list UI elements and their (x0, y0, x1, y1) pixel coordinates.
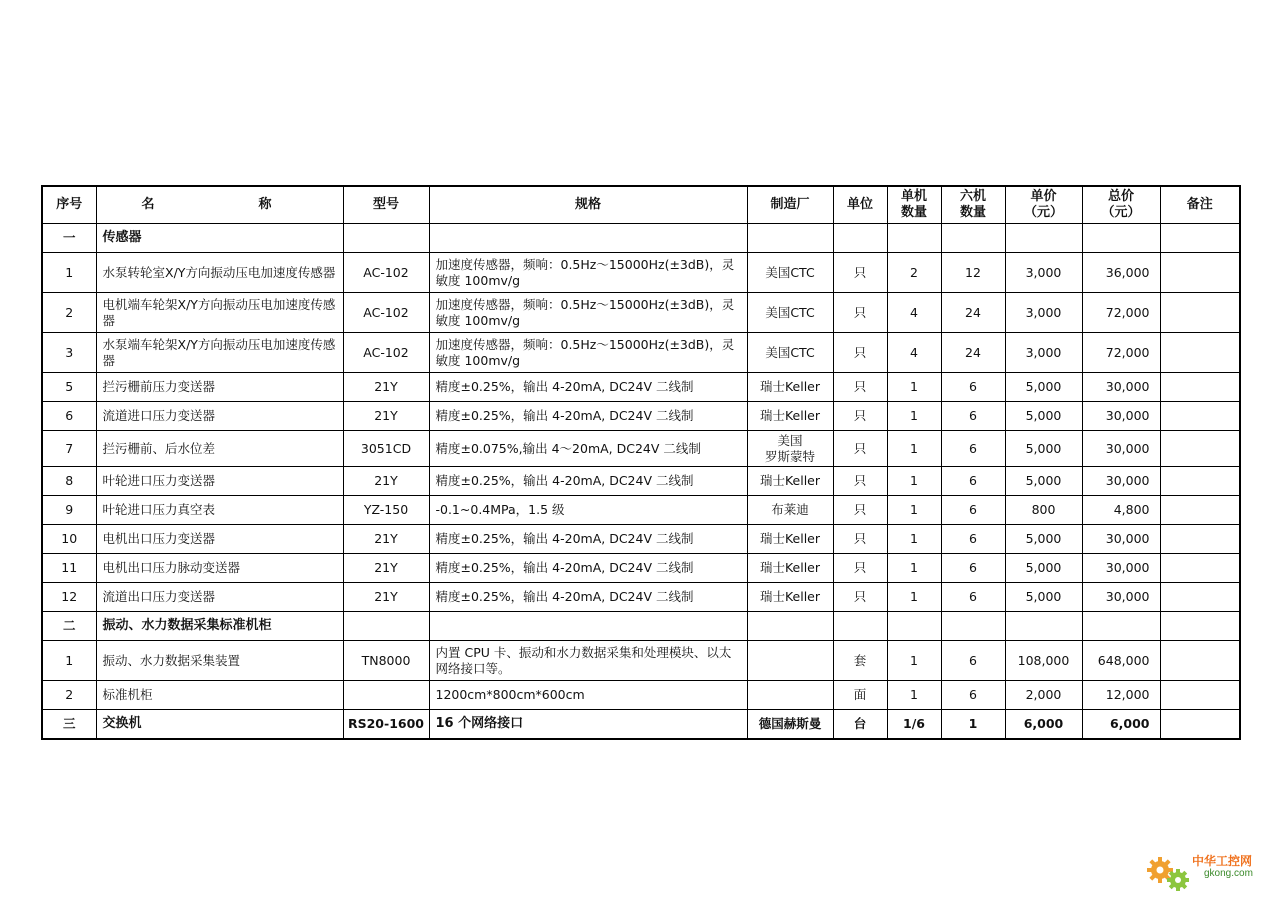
gkong-logo (1144, 848, 1274, 898)
cell-unit-price: 3,000 (1005, 333, 1082, 373)
cell-qty-single: 1 (887, 554, 941, 583)
cell-qty-six: 12 (941, 253, 1005, 293)
section-title: 振动、水力数据采集标准机柜 (96, 612, 343, 641)
table-row (42, 333, 1240, 373)
cell-name: 振动、水力数据采集装置 (96, 641, 343, 681)
cell-note (1160, 293, 1240, 333)
cell-spec: 精度±0.25%，输出 4-20mA, DC24V 二线制 (429, 373, 747, 402)
cell-maker: 瑞士Keller (747, 525, 833, 554)
gear-icon (1144, 850, 1192, 896)
cell-qty-single: 1 (887, 525, 941, 554)
section-title: 传感器 (96, 224, 343, 253)
cell-total-price: 30,000 (1082, 583, 1160, 612)
cell-model: 21Y (343, 373, 429, 402)
cell-name: 流道进口压力变送器 (96, 402, 343, 431)
cell-model: 21Y (343, 525, 429, 554)
section-number: 一 (42, 224, 96, 253)
header-qty-six: 六机 数量 (941, 186, 1005, 224)
cell-qty-six: 6 (941, 373, 1005, 402)
cell-name: 拦污栅前压力变送器 (96, 373, 343, 402)
cell-qty-single: 1 (887, 402, 941, 431)
cell-unit: 只 (833, 293, 887, 333)
cell-model: 21Y (343, 467, 429, 496)
cell-qty-single: 1 (887, 496, 941, 525)
cell-spec: 精度±0.075%,输出 4～20mA, DC24V 二线制 (429, 431, 747, 467)
cell-total-price: 36,000 (1082, 253, 1160, 293)
cell-qty-single: 4 (887, 293, 941, 333)
cell-total-price: 12,000 (1082, 681, 1160, 710)
cell-no: 2 (42, 293, 96, 333)
logo-text-cn: 中华工控网 (1192, 854, 1253, 868)
cell-no: 2 (42, 681, 96, 710)
cell-spec (429, 224, 747, 253)
cell-model: AC-102 (343, 293, 429, 333)
cell-unit: 只 (833, 525, 887, 554)
cell-note (1160, 612, 1240, 641)
section-number: 二 (42, 612, 96, 641)
cell-note (1160, 333, 1240, 373)
cell-unit-price: 5,000 (1005, 525, 1082, 554)
cell-name: 标准机柜 (96, 681, 343, 710)
cell-spec: 1200cm*800cm*600cm (429, 681, 747, 710)
cell-qty-six: 24 (941, 293, 1005, 333)
cell-note (1160, 373, 1240, 402)
cell-model: AC-102 (343, 253, 429, 293)
cell-maker: 美国CTC (747, 293, 833, 333)
cell-unit (833, 612, 887, 641)
logo-text-en: gkong.com (1204, 868, 1253, 879)
cell-unit (833, 224, 887, 253)
header-spec: 规格 (429, 186, 747, 224)
cell-note (1160, 681, 1240, 710)
cell-spec: 加速度传感器，频响：0.5Hz～15000Hz(±3dB)，灵敏度 100mv/g (429, 293, 747, 333)
cell-note (1160, 402, 1240, 431)
section-row (42, 612, 1240, 641)
cell-name: 水泵端车轮架X/Y方向振动压电加速度传感器 (96, 333, 343, 373)
cell-model: 21Y (343, 554, 429, 583)
cell-qty-six (941, 612, 1005, 641)
table-row (42, 402, 1240, 431)
cell-qty-single: 4 (887, 333, 941, 373)
table-header-row (42, 186, 1240, 224)
cell-spec (429, 612, 747, 641)
header-total-price: 总价 （元） (1082, 186, 1160, 224)
cell-unit: 套 (833, 641, 887, 681)
equipment-table (41, 185, 1241, 740)
table-row (42, 431, 1240, 467)
cell-maker: 瑞士Keller (747, 554, 833, 583)
cell-unit-price: 5,000 (1005, 402, 1082, 431)
cell-unit: 只 (833, 373, 887, 402)
cell-maker (747, 224, 833, 253)
cell-qty-six (941, 224, 1005, 253)
cell-note (1160, 224, 1240, 253)
cell-maker: 瑞士Keller (747, 583, 833, 612)
header-name: 名 称 (96, 186, 343, 224)
cell-spec: 精度±0.25%，输出 4-20mA, DC24V 二线制 (429, 583, 747, 612)
cell-spec: 精度±0.25%，输出 4-20mA, DC24V 二线制 (429, 554, 747, 583)
cell-unit-price (1005, 224, 1082, 253)
cell-total-price: 30,000 (1082, 431, 1160, 467)
cell-name: 流道出口压力变送器 (96, 583, 343, 612)
cell-qty-single: 1 (887, 583, 941, 612)
cell-name: 拦污栅前、后水位差 (96, 431, 343, 467)
cell-total-price: 72,000 (1082, 333, 1160, 373)
cell-note (1160, 554, 1240, 583)
cell-no: 7 (42, 431, 96, 467)
cell-no: 6 (42, 402, 96, 431)
table-row (42, 467, 1240, 496)
cell-maker (747, 612, 833, 641)
header-no: 序号 (42, 186, 96, 224)
table-body (42, 224, 1240, 740)
cell-spec: -0.1~0.4MPa，1.5 级 (429, 496, 747, 525)
cell-total-price: 4,800 (1082, 496, 1160, 525)
cell-model: AC-102 (343, 333, 429, 373)
cell-qty-single: 1 (887, 681, 941, 710)
cell-name: 叶轮进口压力真空表 (96, 496, 343, 525)
cell-model: TN8000 (343, 641, 429, 681)
header-unit-price: 单价 （元） (1005, 186, 1082, 224)
cell-note (1160, 525, 1240, 554)
cell-note (1160, 253, 1240, 293)
cell-model: 21Y (343, 583, 429, 612)
cell-model: YZ-150 (343, 496, 429, 525)
cell-total-price: 648,000 (1082, 641, 1160, 681)
cell-qty-single: 1 (887, 431, 941, 467)
table-row (42, 293, 1240, 333)
cell-qty-single: 1 (887, 373, 941, 402)
cell-qty-six: 6 (941, 641, 1005, 681)
cell-unit-price (1005, 612, 1082, 641)
cell-unit: 只 (833, 402, 887, 431)
cell-unit-price: 3,000 (1005, 293, 1082, 333)
cell-qty-single: 1 (887, 467, 941, 496)
table-row (42, 373, 1240, 402)
cell-unit: 面 (833, 681, 887, 710)
cell-spec: 精度±0.25%，输出 4-20mA, DC24V 二线制 (429, 525, 747, 554)
cell-unit: 只 (833, 431, 887, 467)
cell-name: 叶轮进口压力变送器 (96, 467, 343, 496)
cell-total-price (1082, 612, 1160, 641)
cell-qty-single: 1/6 (887, 710, 941, 740)
table-row (42, 710, 1240, 740)
cell-name: 电机出口压力脉动变送器 (96, 554, 343, 583)
cell-qty-single (887, 612, 941, 641)
cell-total-price: 30,000 (1082, 525, 1160, 554)
cell-spec: 16 个网络接口 (429, 710, 747, 740)
cell-name: 电机端车轮架X/Y方向振动压电加速度传感器 (96, 293, 343, 333)
cell-qty-six: 24 (941, 333, 1005, 373)
cell-unit-price: 800 (1005, 496, 1082, 525)
header-qty-single: 单机 数量 (887, 186, 941, 224)
cell-qty-single: 2 (887, 253, 941, 293)
cell-maker: 美国CTC (747, 333, 833, 373)
cell-qty-six: 6 (941, 583, 1005, 612)
cell-unit-price: 108,000 (1005, 641, 1082, 681)
header-maker: 制造厂 (747, 186, 833, 224)
cell-unit: 只 (833, 467, 887, 496)
table-row (42, 253, 1240, 293)
cell-note (1160, 583, 1240, 612)
cell-unit-price: 5,000 (1005, 431, 1082, 467)
cell-unit-price: 6,000 (1005, 710, 1082, 740)
table-row (42, 496, 1240, 525)
header-unit: 单位 (833, 186, 887, 224)
header-note: 备注 (1160, 186, 1240, 224)
cell-unit-price: 5,000 (1005, 373, 1082, 402)
cell-maker: 美国 罗斯蒙特 (747, 431, 833, 467)
cell-maker (747, 681, 833, 710)
cell-no: 三 (42, 710, 96, 740)
cell-model: RS20-1600 (343, 710, 429, 740)
cell-no: 5 (42, 373, 96, 402)
cell-qty-six: 6 (941, 496, 1005, 525)
cell-unit-price: 5,000 (1005, 583, 1082, 612)
cell-maker: 布莱迪 (747, 496, 833, 525)
cell-total-price: 30,000 (1082, 373, 1160, 402)
cell-no: 3 (42, 333, 96, 373)
cell-unit: 只 (833, 554, 887, 583)
cell-name: 交换机 (96, 710, 343, 740)
cell-no: 9 (42, 496, 96, 525)
cell-name: 水泵转轮室X/Y方向振动压电加速度传感器 (96, 253, 343, 293)
cell-qty-six: 6 (941, 525, 1005, 554)
cell-note (1160, 496, 1240, 525)
cell-unit: 只 (833, 496, 887, 525)
cell-no: 1 (42, 641, 96, 681)
cell-total-price: 30,000 (1082, 402, 1160, 431)
cell-unit: 只 (833, 253, 887, 293)
cell-unit: 台 (833, 710, 887, 740)
cell-maker: 瑞士Keller (747, 402, 833, 431)
table-row (42, 554, 1240, 583)
cell-no: 10 (42, 525, 96, 554)
table-row (42, 681, 1240, 710)
cell-spec: 加速度传感器，频响：0.5Hz～15000Hz(±3dB)，灵敏度 100mv/g (429, 333, 747, 373)
cell-unit: 只 (833, 583, 887, 612)
cell-unit-price: 2,000 (1005, 681, 1082, 710)
cell-qty-six: 6 (941, 467, 1005, 496)
cell-no: 12 (42, 583, 96, 612)
cell-note (1160, 641, 1240, 681)
cell-maker: 美国CTC (747, 253, 833, 293)
cell-total-price: 30,000 (1082, 554, 1160, 583)
cell-spec: 加速度传感器，频响：0.5Hz～15000Hz(±3dB)，灵敏度 100mv/g (429, 253, 747, 293)
cell-maker: 瑞士Keller (747, 467, 833, 496)
cell-total-price: 6,000 (1082, 710, 1160, 740)
cell-qty-six: 6 (941, 402, 1005, 431)
table-row (42, 641, 1240, 681)
table-row (42, 525, 1240, 554)
cell-total-price: 30,000 (1082, 467, 1160, 496)
cell-maker (747, 641, 833, 681)
cell-note (1160, 710, 1240, 740)
cell-qty-single (887, 224, 941, 253)
cell-total-price: 72,000 (1082, 293, 1160, 333)
cell-spec: 精度±0.25%，输出 4-20mA, DC24V 二线制 (429, 402, 747, 431)
cell-model (343, 224, 429, 253)
cell-no: 1 (42, 253, 96, 293)
cell-spec: 精度±0.25%，输出 4-20mA, DC24V 二线制 (429, 467, 747, 496)
cell-total-price (1082, 224, 1160, 253)
cell-model: 3051CD (343, 431, 429, 467)
cell-spec: 内置 CPU 卡、振动和水力数据采集和处理模块、以太网络接口等。 (429, 641, 747, 681)
cell-maker: 瑞士Keller (747, 373, 833, 402)
cell-qty-six: 6 (941, 554, 1005, 583)
cell-maker: 德国赫斯曼 (747, 710, 833, 740)
cell-note (1160, 467, 1240, 496)
section-row (42, 224, 1240, 253)
cell-qty-six: 6 (941, 431, 1005, 467)
cell-name: 电机出口压力变送器 (96, 525, 343, 554)
cell-note (1160, 431, 1240, 467)
cell-no: 11 (42, 554, 96, 583)
cell-model (343, 681, 429, 710)
cell-model (343, 612, 429, 641)
table-row (42, 583, 1240, 612)
cell-unit-price: 5,000 (1005, 467, 1082, 496)
cell-unit: 只 (833, 333, 887, 373)
cell-model: 21Y (343, 402, 429, 431)
cell-unit-price: 3,000 (1005, 253, 1082, 293)
cell-qty-single: 1 (887, 641, 941, 681)
header-model: 型号 (343, 186, 429, 224)
cell-unit-price: 5,000 (1005, 554, 1082, 583)
cell-no: 8 (42, 467, 96, 496)
cell-qty-six: 6 (941, 681, 1005, 710)
cell-qty-six: 1 (941, 710, 1005, 740)
